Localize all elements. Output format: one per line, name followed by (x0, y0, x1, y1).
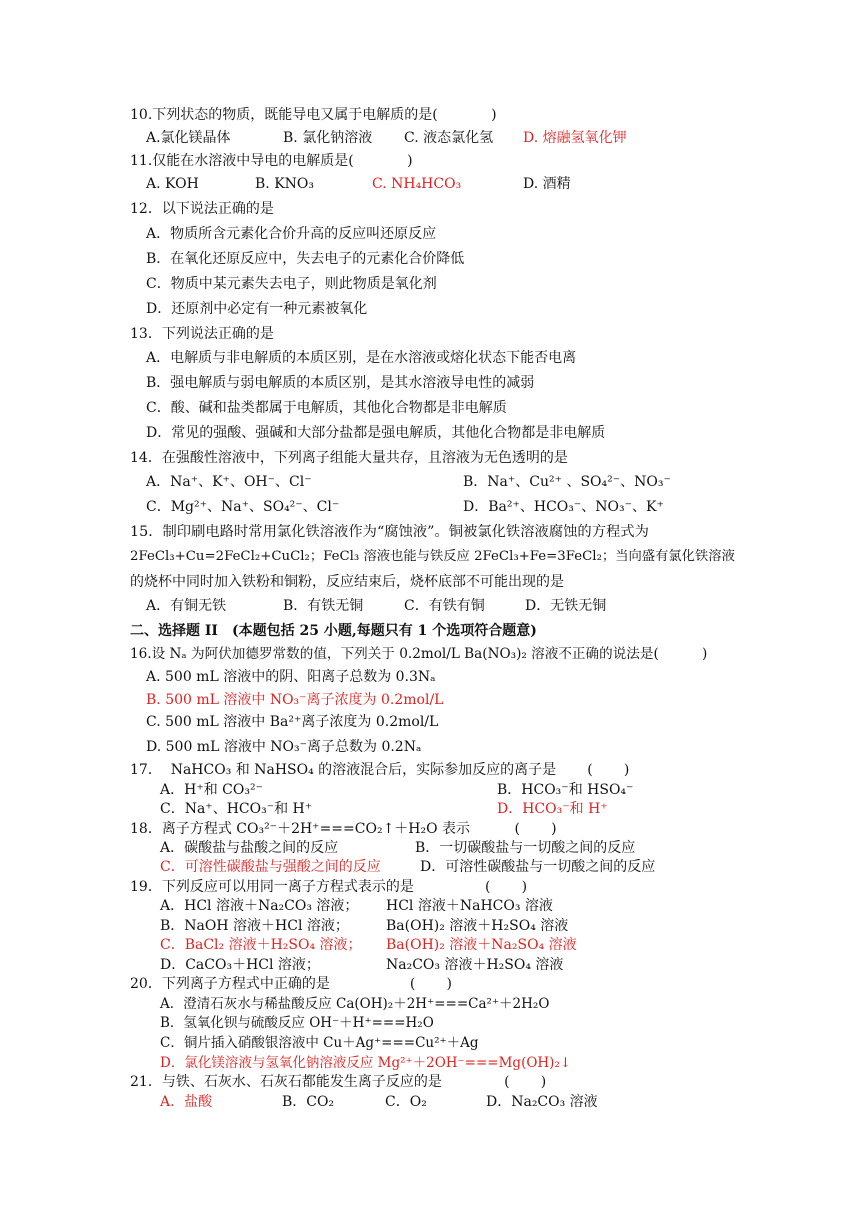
question-10-option-b: B. 氯化钠溶液 (283, 130, 373, 146)
question-19-option-c-left: C．BaCl₂ 溶液＋H₂SO₄ 溶液； (160, 937, 362, 953)
question-14-option-c: C．Mg²⁺、Na⁺、SO₄²⁻、Cl⁻ (146, 499, 340, 515)
question-19-option-b-right: Ba(OH)₂ 溶液＋H₂SO₄ 溶液 (386, 918, 569, 934)
question-19-stem: 19．下列反应可以用同一离子方程式表示的是 ( ) (130, 879, 528, 895)
question-13-option-b: B．强电解质与弱电解质的本质区别，是其水溶液导电性的减弱 (146, 375, 535, 391)
question-17-option-a: A．H⁺和 CO₃²⁻ (160, 782, 263, 798)
question-14-stem: 14．在强酸性溶液中，下列离子组能大量共存，且溶液为无色透明的是 (130, 450, 568, 466)
question-12-option-a: A．物质所含元素化合价升高的反应叫还原反应 (146, 226, 437, 242)
question-10-stem: 10.下列状态的物质，既能导电又属于电解质的是( ) (130, 107, 497, 123)
question-19-option-d-right: Na₂CO₃ 溶液＋H₂SO₄ 溶液 (386, 957, 564, 973)
question-19-option-d-left: D．CaCO₃＋HCl 溶液； (160, 957, 320, 973)
question-16-option-a: A. 500 mL 溶液中的阴、阳离子总数为 0.3Nₐ (146, 669, 436, 685)
question-16-option-b: B. 500 mL 溶液中 NO₃⁻离子浓度为 0.2mol/L (146, 692, 444, 708)
question-18-option-b: B．一切碳酸盐与一切酸之间的反应 (415, 840, 636, 856)
question-17-option-d: D．HCO₃⁻和 H⁺ (497, 801, 608, 817)
question-17-stem: 17． NaHCO₃ 和 NaHSO₄ 的溶液混合后，实际参加反应的离子是 ( ) (130, 762, 630, 778)
question-17-option-c: C．Na⁺、HCO₃⁻和 H⁺ (160, 801, 313, 817)
question-13-stem: 13．下列说法正确的是 (130, 326, 274, 342)
question-19-option-b-left: B．NaOH 溶液＋HCl 溶液； (160, 918, 349, 934)
question-20-option-b: B．氢氧化钡与硫酸反应 OH⁻＋H⁺===H₂O (160, 1015, 434, 1031)
question-13-option-c: C．酸、碱和盐类都属于电解质，其他化合物都是非电解质 (146, 400, 507, 416)
question-10-option-a: A.氯化镁晶体 (146, 130, 231, 146)
section-2-heading: 二、选择题 II (本题包括 25 小题,每题只有 1 个选项符合题意) (130, 623, 537, 639)
question-11-option-d: D. 酒精 (523, 176, 571, 192)
question-21-option-b: B．CO₂ (282, 1094, 335, 1110)
question-10-option-d: D. 熔融氢氧化钾 (523, 130, 627, 146)
question-11-stem: 11.仅能在水溶液中导电的电解质是( ) (130, 153, 413, 169)
question-12-option-c: C．物质中某元素失去电子，则此物质是氧化剂 (146, 276, 437, 292)
question-15-option-b: B．有铁无铜 (283, 598, 364, 614)
question-20-option-a: A．澄清石灰水与稀盐酸反应 Ca(OH)₂＋2H⁺===Ca²⁺＋2H₂O (160, 996, 550, 1012)
question-11-option-b: B. KNO₃ (255, 176, 314, 192)
question-11-option-c: C. NH₄HCO₃ (372, 176, 462, 192)
question-14-option-b: B．Na⁺、Cu²⁺ 、SO₄²⁻、NO₃⁻ (463, 474, 671, 490)
question-18-option-a: A．碳酸盐与盐酸之间的反应 (160, 840, 339, 856)
question-21-stem: 21．与铁、石灰水、石灰石都能发生离子反应的是 ( ) (130, 1074, 547, 1090)
question-18-option-c: C．可溶性碳酸盐与强酸之间的反应 (160, 859, 381, 875)
question-18-stem: 18．离子方程式 CO₃²⁻＋2H⁺===CO₂↑＋H₂O 表示 ( ) (130, 821, 557, 837)
question-14-option-a: A．Na⁺、K⁺、OH⁻、Cl⁻ (146, 474, 312, 490)
question-12-stem: 12．以下说法正确的是 (130, 201, 274, 217)
question-20-stem: 20．下列离子方程式中正确的是 ( ) (130, 976, 452, 992)
question-15-option-a: A．有铜无铁 (146, 598, 227, 614)
question-15-option-d: D．无铁无铜 (525, 598, 607, 614)
question-19-option-a-left: A．HCl 溶液＋Na₂CO₃ 溶液； (160, 898, 359, 914)
question-20-option-c: C．铜片插入硝酸银溶液中 Cu＋Ag⁺===Cu²⁺＋Ag (160, 1035, 479, 1051)
question-21-option-c: C．O₂ (385, 1094, 427, 1110)
question-13-option-d: D．常见的强酸、强碱和大部分盐都是强电解质，其他化合物都是非电解质 (146, 425, 606, 441)
question-16-stem: 16.设 Nₐ 为阿伏加德罗常数的值，下列关于 0.2mol/L Ba(NO₃)₂ 溶液不正确的说法是( ) (130, 646, 708, 662)
question-21-option-a: A．盐酸 (160, 1094, 213, 1110)
question-19-option-c-right: Ba(OH)₂ 溶液＋Na₂SO₄ 溶液 (386, 937, 577, 953)
question-18-option-d: D．可溶性碳酸盐与一切酸之间的反应 (420, 859, 656, 875)
question-17-option-b: B．HCO₃⁻和 HSO₄⁻ (497, 782, 634, 798)
question-20-option-d: D．氯化镁溶液与氢氧化钠溶液反应 Mg²⁺＋2OH⁻===Mg(OH)₂↓ (160, 1055, 572, 1071)
question-10-option-c: C. 液态氯化氢 (404, 130, 494, 146)
question-13-option-a: A．电解质与非电解质的本质区别，是在水溶液或熔化状态下能否电离 (146, 350, 577, 366)
question-16-option-d: D. 500 mL 溶液中 NO₃⁻离子总数为 0.2Nₐ (146, 739, 422, 755)
question-11-option-a: A. KOH (146, 176, 199, 192)
question-19-option-a-right: HCl 溶液＋NaHCO₃ 溶液 (386, 898, 553, 914)
question-16-option-c: C. 500 mL 溶液中 Ba²⁺离子浓度为 0.2mol/L (146, 714, 439, 730)
question-21-option-d: D．Na₂CO₃ 溶液 (486, 1094, 598, 1110)
question-15-line-1: 15．制印刷电路时常用氯化铁溶液作为“腐蚀液”。铜被氯化铁溶液腐蚀的方程式为 (130, 524, 649, 540)
question-15-line-2: 2FeCl₃+Cu=2FeCl₂+CuCl₂；FeCl₃ 溶液也能与铁反应 2FeCl₃+Fe=3FeCl₂；当向盛有氯化铁溶液 (130, 549, 735, 564)
question-15-line-3: 的烧杯中同时加入铁粉和铜粉，反应结束后，烧杯底部不可能出现的是 (130, 574, 564, 590)
question-15-option-c: C．有铁有铜 (404, 598, 485, 614)
question-12-option-b: B．在氧化还原反应中，失去电子的元素化合价降低 (146, 251, 465, 267)
question-12-option-d: D．还原剂中必定有一种元素被氧化 (146, 301, 368, 317)
question-14-option-d: D．Ba²⁺、HCO₃⁻、NO₃⁻、K⁺ (463, 499, 664, 515)
